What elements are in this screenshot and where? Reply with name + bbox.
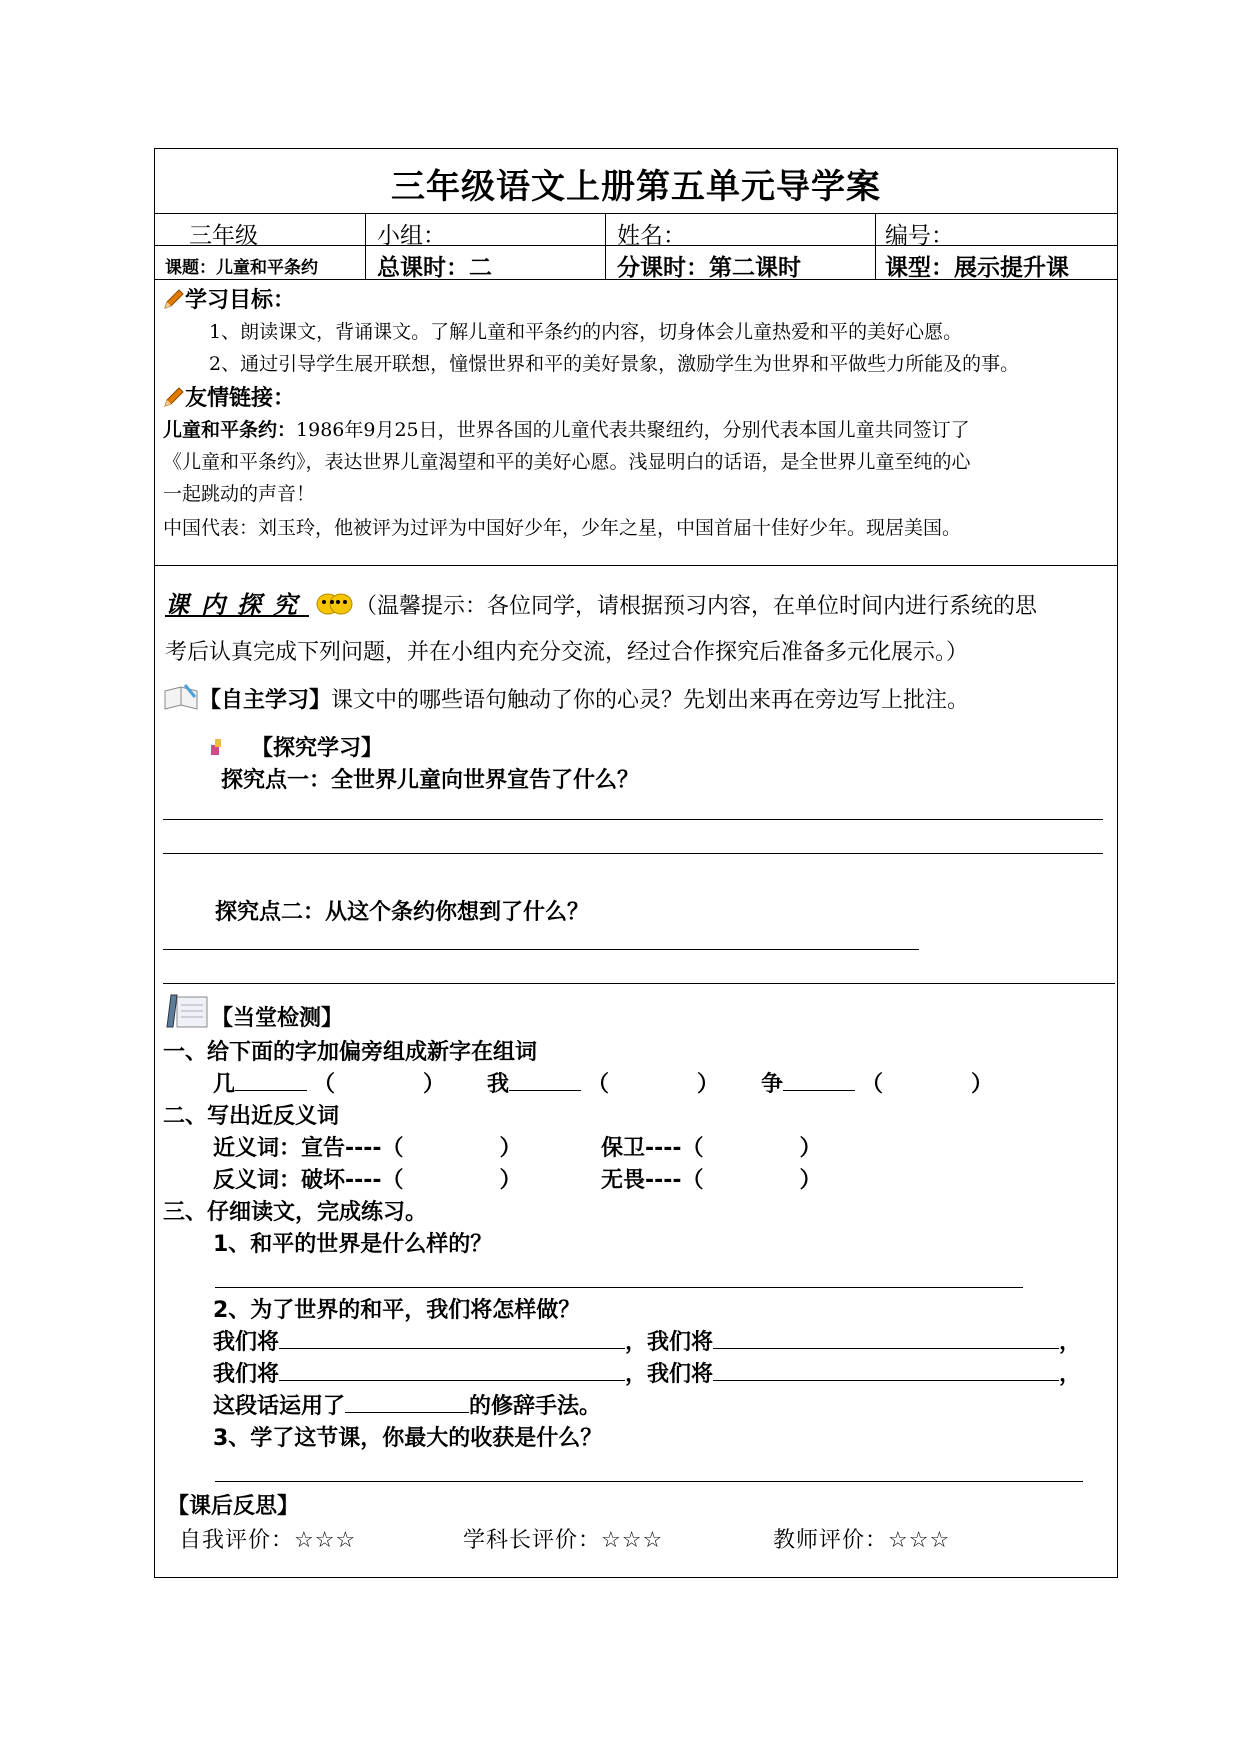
blank[interactable]	[783, 1068, 855, 1091]
blank[interactable]	[279, 1358, 625, 1381]
paren: ）	[697, 1072, 720, 1097]
marker-icon	[207, 737, 227, 757]
column-divider	[875, 213, 876, 279]
check-heading-row	[163, 991, 343, 1032]
synonym-label: 保卫----（	[601, 1136, 704, 1161]
paren: ）	[499, 1168, 522, 1193]
question-2: 二、写出近反义词	[163, 1104, 340, 1129]
q1-item-2	[487, 1067, 719, 1098]
synonym-label: 近义词：宣告----（	[213, 1136, 404, 1161]
q1-char: 几	[213, 1072, 236, 1097]
links-line-3: 一起跳动的声音！	[163, 483, 316, 505]
objectives-heading	[163, 283, 295, 314]
lesson-type-cell: 课型：展示提升课	[885, 255, 1069, 281]
inquiry-tip-2: 考后认真完成下列问题，并在小组内充分交流，经过合作探究后准备多元化展示。）	[165, 640, 969, 665]
rhetoric-label: 这段话运用了	[213, 1394, 346, 1419]
synonym-row-2	[601, 1131, 822, 1162]
explore-point-1: 探究点一：全世界儿童向世界宣告了什么？	[221, 768, 640, 793]
question-3: 三、仔细读文，完成练习。	[163, 1200, 428, 1225]
paren: ）	[971, 1072, 994, 1097]
paren: ）	[423, 1072, 446, 1097]
column-divider	[365, 213, 366, 279]
antonym-row	[213, 1163, 522, 1194]
rhetoric-label: 的修辞手法。	[469, 1394, 602, 1419]
question-3-3: 3、学了这节课，你最大的收获是什么？	[213, 1426, 603, 1451]
links-line-1-text: 1986年9月25日，世界各国的儿童代表共聚纽约，分别代表本国儿童共同签订了	[296, 419, 970, 441]
blank[interactable]	[713, 1326, 1059, 1349]
number-cell: 编号：	[885, 223, 954, 249]
we-will-label: 我们将	[213, 1362, 280, 1387]
grade-cell: 三年级	[189, 223, 258, 249]
links-heading	[163, 381, 295, 412]
synonym-row	[213, 1131, 522, 1162]
pencil-icon	[163, 288, 185, 310]
antonym-label: 无畏----（	[601, 1168, 704, 1193]
blank[interactable]	[235, 1068, 307, 1091]
links-line-4: 中国代表：刘玉玲，他被评为过评为中国好少年，少年之星，中国首届十佳好少年。现居美国。	[163, 517, 962, 539]
paren: ）	[499, 1136, 522, 1161]
divider	[155, 279, 1117, 280]
paren: （	[587, 1072, 610, 1097]
antonym-label: 反义词：破坏----（	[213, 1168, 404, 1193]
check-heading: 【当堂检测】	[211, 1006, 344, 1031]
pencil-icon	[163, 386, 185, 408]
divider	[155, 245, 1117, 246]
teacher-evaluation: 教师评价：☆☆☆	[773, 1528, 951, 1553]
self-study-row	[163, 683, 969, 714]
explore-point-2: 探究点二：从这个条约你想到了什么？	[215, 900, 590, 925]
divider	[155, 565, 1117, 566]
worksheet	[154, 148, 1118, 1578]
name-cell: 姓名：	[617, 223, 686, 249]
antonym-row-2	[601, 1163, 822, 1194]
paren: ）	[799, 1136, 822, 1161]
total-lessons-cell: 总课时：二	[377, 255, 492, 281]
sub-lesson-cell: 分课时：第二课时	[617, 255, 801, 281]
blank[interactable]	[713, 1358, 1059, 1381]
q1-item-1	[213, 1067, 445, 1098]
we-will-label: ，我们将	[625, 1330, 714, 1355]
group-cell: 小组：	[377, 223, 446, 249]
objective-item-2: 2、通过引导学生展开联想，憧憬世界和平的美好景象，激励学生为世界和平做些力所能及的事。	[209, 353, 1020, 375]
column-divider	[605, 213, 606, 279]
book-icon	[163, 683, 199, 713]
paren: （	[861, 1072, 884, 1097]
answer-line[interactable]	[163, 983, 1115, 984]
rhetoric-row	[213, 1389, 601, 1420]
explore-row	[207, 731, 383, 762]
explore-label: 【探究学习】	[251, 736, 384, 761]
divider	[155, 213, 1117, 214]
links-lead: 儿童和平条约：	[163, 419, 297, 441]
notebook-icon	[163, 991, 211, 1031]
question-3-2: 2、为了世界的和平，我们将怎样做？	[213, 1298, 581, 1323]
links-line-2: 《儿童和平条约》，表达世界儿童渴望和平的美好心愿。浅显明白的话语，是全世界儿童至纯的心	[163, 451, 971, 473]
answer-line[interactable]	[163, 853, 1103, 854]
page-title: 三年级语文上册第五单元导学案	[391, 167, 881, 207]
links-line-1	[163, 415, 970, 442]
blank[interactable]	[509, 1068, 581, 1091]
we-will-label: ，我们将	[625, 1362, 714, 1387]
links-heading-text: 友情链接：	[185, 386, 296, 411]
self-evaluation: 自我评价：☆☆☆	[179, 1528, 357, 1553]
self-study-text: 课文中的哪些语句触动了你的心灵？先划出来再在旁边写上批注。	[331, 688, 970, 713]
answer-line[interactable]	[215, 1287, 1023, 1288]
smiley-icon	[314, 591, 354, 617]
we-will-row-1	[213, 1325, 1081, 1356]
question-1: 一、给下面的字加偏旁组成新字在组词	[163, 1040, 538, 1065]
objective-item-1: 1、朗读课文，背诵课文。了解儿童和平条约的内容，切身体会儿童热爱和平的美好心愿。	[209, 321, 963, 343]
blank[interactable]	[279, 1326, 625, 1349]
objectives-heading-text: 学习目标：	[185, 288, 296, 313]
answer-line[interactable]	[163, 819, 1103, 820]
inquiry-heading: 课内探究	[165, 591, 309, 619]
inquiry-tip-1: （温馨提示：各位同学，请根据预习内容，在单位时间内进行系统的思	[355, 594, 1038, 619]
q1-char: 争	[761, 1072, 784, 1097]
answer-line[interactable]	[163, 949, 919, 950]
topic-cell: 课题：儿童和平条约	[165, 258, 318, 278]
paren: ）	[799, 1168, 822, 1193]
blank[interactable]	[345, 1390, 469, 1413]
q1-item-3	[761, 1067, 993, 1098]
we-will-row-2	[213, 1357, 1081, 1388]
q1-char: 我	[487, 1072, 510, 1097]
inquiry-heading-row	[165, 585, 354, 620]
answer-line[interactable]	[215, 1481, 1083, 1482]
reflection-heading: 【课后反思】	[167, 1494, 300, 1519]
leader-evaluation: 学科长评价：☆☆☆	[463, 1528, 664, 1553]
paren: （	[313, 1072, 336, 1097]
self-study-label: 【自主学习】	[199, 688, 332, 713]
question-3-1: 1、和平的世界是什么样的？	[213, 1232, 493, 1257]
comma: ，	[1059, 1362, 1082, 1387]
we-will-label: 我们将	[213, 1330, 280, 1355]
comma: ，	[1059, 1330, 1082, 1355]
